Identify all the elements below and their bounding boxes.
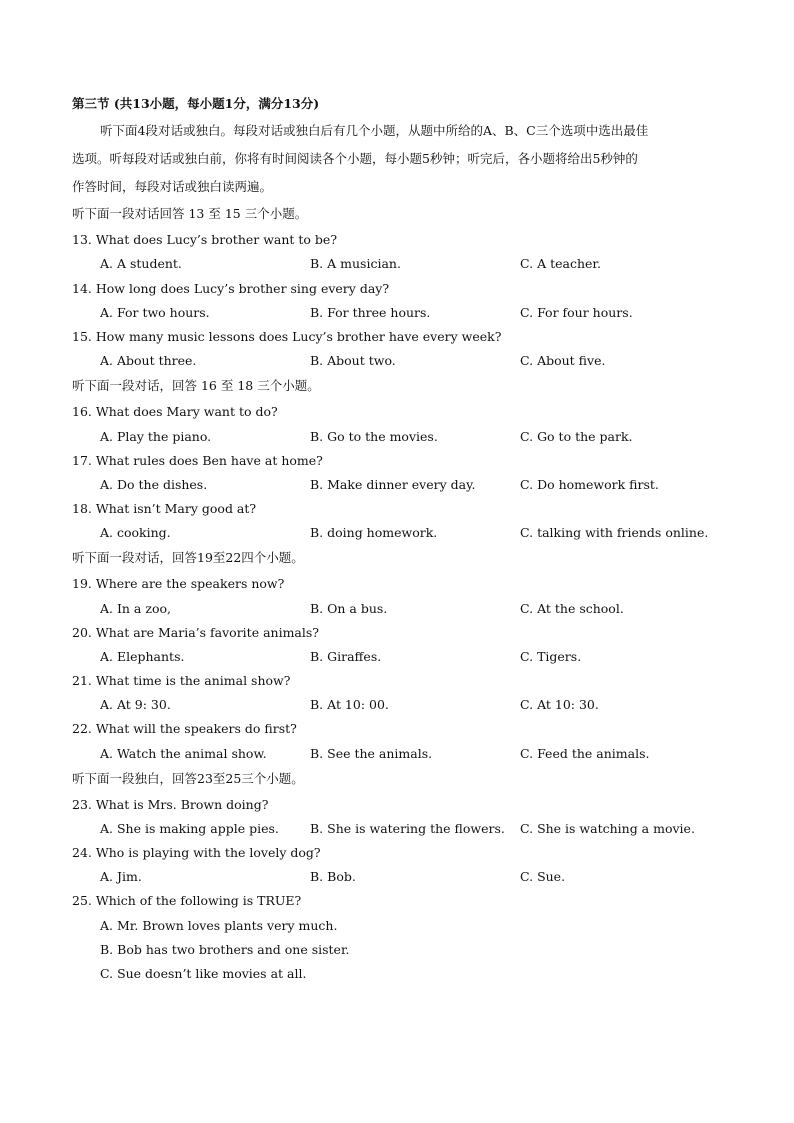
q20-option-b: B. Giraffes. xyxy=(310,649,382,664)
group-intro-3: 听下面一段对话，回答19至22四个小题。 xyxy=(72,550,304,565)
q22-option-b: B. See the animals. xyxy=(310,746,433,761)
instructions-line-2: 选项。听每段对话或独白前，你将有时间阅读各个小题，每小题5秒钟；听完后，各小题将给出5秒钟的 xyxy=(72,151,638,166)
question-18: 18. What isn’t Mary good at? xyxy=(72,501,257,516)
instructions-line-3: 作答时间，每段对话或独白读两遍。 xyxy=(72,179,273,194)
section-heading: 第三节 (共13小题，每小题1分，满分13分) xyxy=(72,96,320,111)
q17-option-c: C. Do homework first. xyxy=(520,477,659,492)
q18-option-c: C. talking with friends online. xyxy=(520,525,709,540)
q21-option-b: B. At 10: 00. xyxy=(310,697,389,712)
q17-option-a: A. Do the dishes. xyxy=(100,477,208,492)
q20-option-a: A. Elephants. xyxy=(100,649,185,664)
q21-option-a: A. At 9: 30. xyxy=(100,697,171,712)
q23-option-a: A. She is making apple pies. xyxy=(100,821,279,836)
q16-option-a: A. Play the piano. xyxy=(100,429,212,444)
question-25: 25. Which of the following is TRUE? xyxy=(72,893,302,908)
q25-option-a: A. Mr. Brown loves plants very much. xyxy=(100,918,338,933)
q22-option-a: A. Watch the animal show. xyxy=(100,746,267,761)
q15-option-a: A. About three. xyxy=(100,353,197,368)
q13-option-c: C. A teacher. xyxy=(520,256,601,271)
q19-option-c: C. At the school. xyxy=(520,601,624,616)
group-intro-4: 听下面一段独白，回答23至25三个小题。 xyxy=(72,771,304,786)
q15-option-c: C. About five. xyxy=(520,353,606,368)
q19-option-b: B. On a bus. xyxy=(310,601,388,616)
q22-option-c: C. Feed the animals. xyxy=(520,746,650,761)
q14-option-a: A. For two hours. xyxy=(100,305,210,320)
question-19: 19. Where are the speakers now? xyxy=(72,576,285,591)
q15-option-b: B. About two. xyxy=(310,353,396,368)
instructions-line-1: 听下面4段对话或独白。每段对话或独白后有几个小题，从题中所给的A、B、C三个选项中选出最佳 xyxy=(100,123,649,138)
q23-option-c: C. She is watching a movie. xyxy=(520,821,695,836)
q25-option-b: B. Bob has two brothers and one sister. xyxy=(100,942,350,957)
question-22: 22. What will the speakers do first? xyxy=(72,721,297,736)
q24-option-b: B. Bob. xyxy=(310,869,356,884)
question-13: 13. What does Lucy’s brother want to be? xyxy=(72,232,338,247)
q19-option-a: A. In a zoo, xyxy=(100,601,171,616)
q20-option-c: C. Tigers. xyxy=(520,649,582,664)
q16-option-b: B. Go to the movies. xyxy=(310,429,438,444)
q24-option-a: A. Jim. xyxy=(100,869,142,884)
q24-option-c: C. Sue. xyxy=(520,869,566,884)
group-intro-1: 听下面一段对话回答 13 至 15 三个小题。 xyxy=(72,206,308,221)
q18-option-b: B. doing homework. xyxy=(310,525,438,540)
question-24: 24. Who is playing with the lovely dog? xyxy=(72,845,321,860)
question-17: 17. What rules does Ben have at home? xyxy=(72,453,323,468)
question-15: 15. How many music lessons does Lucy’s brother have every week? xyxy=(72,329,502,344)
question-16: 16. What does Mary want to do? xyxy=(72,404,278,419)
q14-option-b: B. For three hours. xyxy=(310,305,431,320)
q14-option-c: C. For four hours. xyxy=(520,305,633,320)
question-23: 23. What is Mrs. Brown doing? xyxy=(72,797,269,812)
q16-option-c: C. Go to the park. xyxy=(520,429,633,444)
question-14: 14. How long does Lucy’s brother sing every day? xyxy=(72,281,390,296)
q17-option-b: B. Make dinner every day. xyxy=(310,477,476,492)
question-21: 21. What time is the animal show? xyxy=(72,673,291,688)
question-20: 20. What are Maria’s favorite animals? xyxy=(72,625,319,640)
q13-option-a: A. A student. xyxy=(100,256,182,271)
q18-option-a: A. cooking. xyxy=(100,525,171,540)
group-intro-2: 听下面一段对话，回答 16 至 18 三个小题。 xyxy=(72,378,320,393)
q23-option-b: B. She is watering the flowers. xyxy=(310,821,505,836)
q21-option-c: C. At 10: 30. xyxy=(520,697,599,712)
q25-option-c: C. Sue doesn’t like movies at all. xyxy=(100,966,307,981)
q13-option-b: B. A musician. xyxy=(310,256,401,271)
